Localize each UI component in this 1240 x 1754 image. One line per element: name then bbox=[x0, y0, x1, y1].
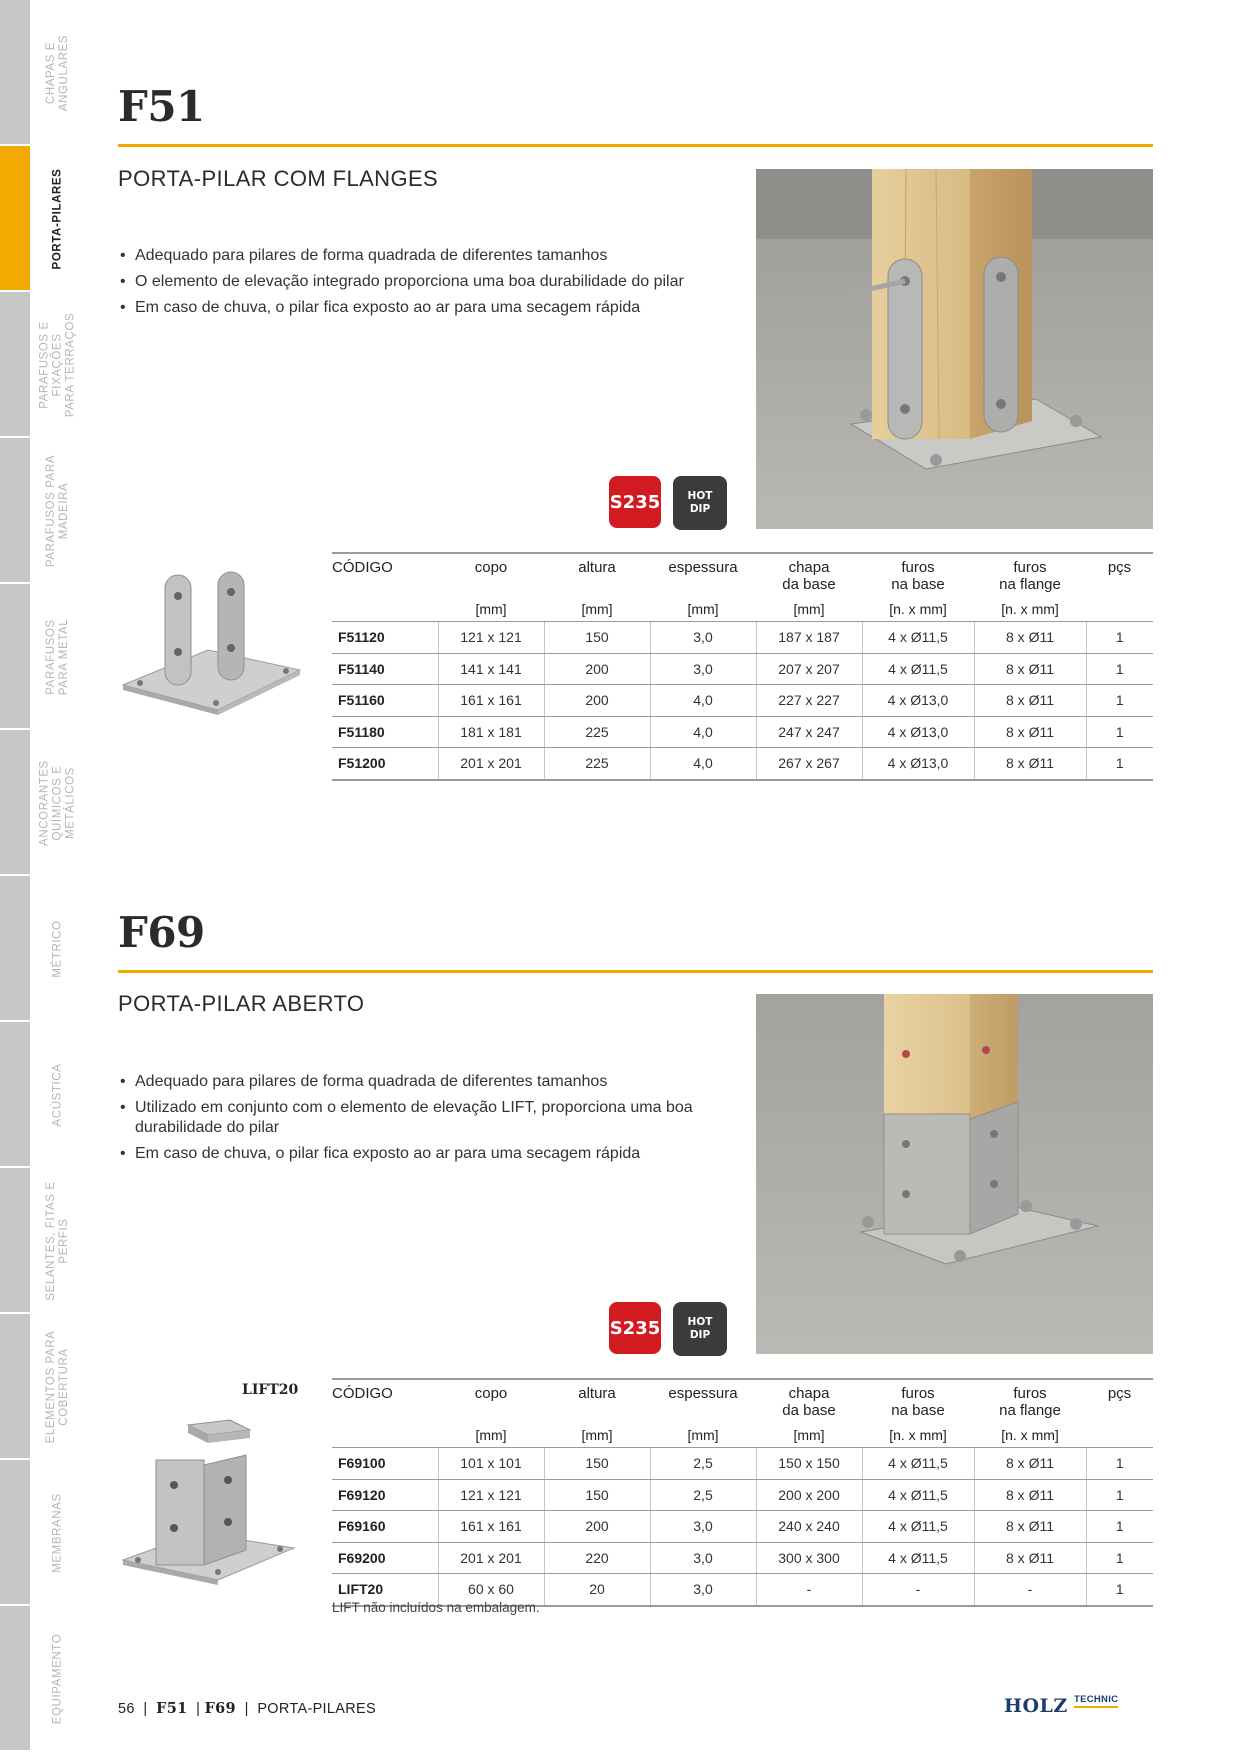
table-cell: 4 x Ø13,0 bbox=[862, 716, 974, 748]
hot-dip-line2: DIP bbox=[689, 503, 711, 515]
product-code-cell: F51200 bbox=[332, 748, 438, 780]
col-header-line: furos bbox=[1013, 1385, 1047, 1402]
tab-color-strip bbox=[0, 1314, 30, 1460]
brand-name: HOLZ bbox=[1004, 1695, 1068, 1717]
tab-color-strip bbox=[0, 292, 30, 438]
tab-color-strip bbox=[0, 1022, 30, 1168]
col-header-pieces: pçs bbox=[1086, 553, 1153, 593]
unit-cell bbox=[1086, 1419, 1153, 1448]
table-row bbox=[332, 622, 1153, 654]
product-subtitle: PORTA-PILAR ABERTO bbox=[118, 991, 365, 1016]
tab-separator bbox=[0, 1750, 30, 1752]
product-photo bbox=[756, 169, 1153, 529]
table-cell: 1 bbox=[1086, 1542, 1153, 1574]
hot-dip-line1: HOT bbox=[687, 1316, 713, 1328]
brand-logo bbox=[1004, 1694, 1119, 1717]
table-cell: 3,0 bbox=[650, 1574, 756, 1606]
table-cell: 300 x 300 bbox=[756, 1542, 862, 1574]
col-header-thickness: espessura bbox=[650, 1379, 756, 1419]
table-cell: 1 bbox=[1086, 1448, 1153, 1480]
unit-cell: [mm] bbox=[438, 1419, 544, 1448]
table-cell: 4 x Ø11,5 bbox=[862, 1542, 974, 1574]
tab-color-strip bbox=[0, 1606, 30, 1752]
table-cell: 1 bbox=[1086, 653, 1153, 685]
sidebar-tab[interactable] bbox=[0, 438, 87, 584]
table-row bbox=[332, 1479, 1153, 1511]
table-cell: 4,0 bbox=[650, 685, 756, 717]
unit-cell bbox=[332, 1419, 438, 1448]
product-code-cell: F69100 bbox=[332, 1448, 438, 1480]
product-drawing bbox=[118, 1410, 303, 1590]
col-header-line: chapa bbox=[788, 1385, 830, 1402]
col-header-line: furos bbox=[1013, 559, 1047, 576]
table-cell: 8 x Ø11 bbox=[974, 653, 1086, 685]
table-cell: 150 bbox=[544, 622, 650, 654]
unit-cell: [n. x mm] bbox=[974, 593, 1086, 622]
hot-dip-line2: DIP bbox=[689, 1329, 711, 1341]
hot-dip-line1: HOT bbox=[687, 490, 713, 502]
sidebar-tab-label: ELEMENTOS PARA COBERTURA bbox=[45, 1330, 70, 1444]
table-cell: 1 bbox=[1086, 622, 1153, 654]
sidebar-tab[interactable] bbox=[0, 730, 87, 876]
table-cell: 1 bbox=[1086, 1511, 1153, 1543]
table-cell: 8 x Ø11 bbox=[974, 748, 1086, 780]
sidebar-tab-label: MÉTRICO bbox=[51, 920, 64, 978]
f51-spec-table bbox=[332, 552, 1153, 781]
sidebar-tab[interactable] bbox=[0, 1314, 87, 1460]
table-cell: 150 bbox=[544, 1448, 650, 1480]
footer-section: PORTA-PILARES bbox=[257, 1701, 376, 1717]
table-cell: 201 x 201 bbox=[438, 748, 544, 780]
product-code-cell: F69120 bbox=[332, 1479, 438, 1511]
sidebar-tab-label: CHAPAS E ANGULARES bbox=[45, 34, 70, 112]
table-cell: 8 x Ø11 bbox=[974, 1448, 1086, 1480]
unit-cell: [mm] bbox=[544, 593, 650, 622]
table-cell: 181 x 181 bbox=[438, 716, 544, 748]
tab-color-strip bbox=[0, 1168, 30, 1314]
sidebar-tab[interactable] bbox=[0, 1022, 87, 1168]
col-header-flange-holes bbox=[974, 1379, 1086, 1419]
table-cell: 3,0 bbox=[650, 653, 756, 685]
f51-table-body bbox=[332, 622, 1153, 780]
sidebar-tab-label: PARAFUSOS E FIXAÇÕES PARA TERRAÇOS bbox=[38, 312, 77, 418]
table-cell: 1 bbox=[1086, 716, 1153, 748]
col-header-line: na base bbox=[891, 576, 945, 593]
table-cell: 161 x 161 bbox=[438, 1511, 544, 1543]
f69-table-body bbox=[332, 1448, 1153, 1606]
unit-cell bbox=[1086, 593, 1153, 622]
hot-dip-badge bbox=[673, 476, 727, 530]
table-cell: 4 x Ø11,5 bbox=[862, 653, 974, 685]
col-header-line: furos bbox=[901, 1385, 935, 1402]
table-row bbox=[332, 653, 1153, 685]
unit-cell: [mm] bbox=[756, 1419, 862, 1448]
table-cell: 267 x 267 bbox=[756, 748, 862, 780]
product-code-title: F51 bbox=[118, 82, 205, 131]
table-cell: 161 x 161 bbox=[438, 685, 544, 717]
table-cell: 8 x Ø11 bbox=[974, 1542, 1086, 1574]
sidebar-tab-label: ACÚSTICA bbox=[51, 1063, 64, 1127]
table-row bbox=[332, 716, 1153, 748]
table-cell: 225 bbox=[544, 716, 650, 748]
sidebar-tab-label: MEMBRANAS bbox=[51, 1492, 64, 1573]
col-header-line: da base bbox=[782, 576, 836, 593]
table-cell: 121 x 121 bbox=[438, 1479, 544, 1511]
sidebar-tab-label: EQUIPAMENTO bbox=[51, 1633, 64, 1724]
table-cell: 4 x Ø11,5 bbox=[862, 622, 974, 654]
product-code-cell: F69160 bbox=[332, 1511, 438, 1543]
table-cell: - bbox=[756, 1574, 862, 1606]
feature-item: • Utilizado em conjunto com o elemento de elevação LIFT, proporciona uma boa durabilidade do pilar bbox=[118, 1098, 728, 1138]
table-cell: 225 bbox=[544, 748, 650, 780]
table-cell: 201 x 201 bbox=[438, 1542, 544, 1574]
sidebar-tab[interactable] bbox=[0, 1168, 87, 1314]
table-cell: 1 bbox=[1086, 1574, 1153, 1606]
table-cell: 3,0 bbox=[650, 1542, 756, 1574]
table-cell: 2,5 bbox=[650, 1479, 756, 1511]
product-code-cell: F69200 bbox=[332, 1542, 438, 1574]
brand-subname: TECHNIC bbox=[1074, 1694, 1118, 1708]
tab-color-strip bbox=[0, 1460, 30, 1606]
table-cell: 187 x 187 bbox=[756, 622, 862, 654]
table-cell: 8 x Ø11 bbox=[974, 685, 1086, 717]
steel-grade-badge: S235 bbox=[609, 476, 661, 528]
table-cell: 247 x 247 bbox=[756, 716, 862, 748]
col-header-line: na flange bbox=[999, 1402, 1061, 1419]
product-code-cell: F51160 bbox=[332, 685, 438, 717]
feature-item: • Adequado para pilares de forma quadrada de diferentes tamanhos bbox=[118, 246, 728, 266]
sidebar-tab[interactable] bbox=[0, 0, 87, 146]
table-cell: 200 bbox=[544, 1511, 650, 1543]
table-cell: 3,0 bbox=[650, 622, 756, 654]
table-cell: 207 x 207 bbox=[756, 653, 862, 685]
col-header-code: CÓDIGO bbox=[332, 553, 438, 593]
table-cell: 4 x Ø13,0 bbox=[862, 685, 974, 717]
table-cell: 4 x Ø11,5 bbox=[862, 1479, 974, 1511]
col-header-cup: copo bbox=[438, 1379, 544, 1419]
unit-cell: [n. x mm] bbox=[862, 1419, 974, 1448]
sidebar-tab[interactable] bbox=[0, 584, 87, 730]
table-cell: 4,0 bbox=[650, 716, 756, 748]
unit-cell: [mm] bbox=[756, 593, 862, 622]
table-cell: 240 x 240 bbox=[756, 1511, 862, 1543]
col-header-base-plate bbox=[756, 1379, 862, 1419]
table-cell: 1 bbox=[1086, 685, 1153, 717]
sidebar-tab[interactable] bbox=[0, 876, 87, 1022]
tab-color-strip bbox=[0, 146, 30, 292]
col-header-base-holes bbox=[862, 553, 974, 593]
col-header-base-plate bbox=[756, 553, 862, 593]
col-header-base-holes bbox=[862, 1379, 974, 1419]
feature-item: • Em caso de chuva, o pilar fica exposto ao ar para uma secagem rápida bbox=[118, 1144, 728, 1164]
table-row bbox=[332, 1448, 1153, 1480]
tab-color-strip bbox=[0, 438, 30, 584]
col-header-code: CÓDIGO bbox=[332, 1379, 438, 1419]
table-cell: 8 x Ø11 bbox=[974, 622, 1086, 654]
table-cell: 8 x Ø11 bbox=[974, 1511, 1086, 1543]
product-subtitle: PORTA-PILAR COM FLANGES bbox=[118, 166, 439, 191]
tab-color-strip bbox=[0, 0, 30, 146]
col-header-line: chapa bbox=[788, 559, 830, 576]
product-drawing bbox=[118, 570, 303, 720]
f69-spec-table bbox=[332, 1378, 1153, 1607]
unit-cell bbox=[332, 593, 438, 622]
col-header-line: furos bbox=[901, 559, 935, 576]
table-cell: 8 x Ø11 bbox=[974, 716, 1086, 748]
table-cell: 3,0 bbox=[650, 1511, 756, 1543]
table-cell: 4 x Ø13,0 bbox=[862, 748, 974, 780]
table-cell: - bbox=[862, 1574, 974, 1606]
col-header-line: na flange bbox=[999, 576, 1061, 593]
table-cell: 200 x 200 bbox=[756, 1479, 862, 1511]
table-cell: 2,5 bbox=[650, 1448, 756, 1480]
table-cell: 141 x 141 bbox=[438, 653, 544, 685]
feature-item: • Adequado para pilares de forma quadrada de diferentes tamanhos bbox=[118, 1072, 728, 1092]
table-cell: 220 bbox=[544, 1542, 650, 1574]
feature-item: • O elemento de elevação integrado proporciona uma boa durabilidade do pilar bbox=[118, 272, 728, 292]
col-header-line: da base bbox=[782, 1402, 836, 1419]
col-header-height: altura bbox=[544, 1379, 650, 1419]
table-cell: 200 bbox=[544, 653, 650, 685]
product-code-cell: LIFT20 bbox=[332, 1574, 438, 1606]
table-cell: 150 bbox=[544, 1479, 650, 1511]
side-navigation bbox=[0, 0, 87, 1754]
unit-cell: [mm] bbox=[544, 1419, 650, 1448]
table-cell: 200 bbox=[544, 685, 650, 717]
product-photo bbox=[756, 994, 1153, 1354]
footer-code: F69 bbox=[204, 1700, 236, 1717]
sidebar-tab-label: SELANTES, FITAS E PERFIS bbox=[45, 1181, 70, 1301]
packaging-note: LIFT não incluídos na embalagem. bbox=[332, 1600, 540, 1615]
page-footer: 56 | F51 | F69 | PORTA-PILARES bbox=[118, 1700, 376, 1717]
table-cell: 227 x 227 bbox=[756, 685, 862, 717]
table-cell: 60 x 60 bbox=[438, 1574, 544, 1606]
sidebar-tab[interactable] bbox=[0, 1460, 87, 1606]
sidebar-tab-label: PARAFUSOS PARA METAL bbox=[45, 618, 70, 696]
steel-grade-badge: S235 bbox=[609, 1302, 661, 1354]
sidebar-tab-label: PORTA-PILARES bbox=[51, 168, 64, 270]
feature-list bbox=[118, 1072, 728, 1170]
unit-cell: [mm] bbox=[650, 1419, 756, 1448]
table-row bbox=[332, 748, 1153, 780]
section-divider bbox=[118, 970, 1153, 973]
sidebar-tab[interactable] bbox=[0, 292, 87, 438]
table-cell: 4 x Ø11,5 bbox=[862, 1511, 974, 1543]
col-header-pieces: pçs bbox=[1086, 1379, 1153, 1419]
table-cell: 1 bbox=[1086, 748, 1153, 780]
product-code-title: F69 bbox=[118, 908, 205, 957]
table-cell: 4 x Ø11,5 bbox=[862, 1448, 974, 1480]
col-header-thickness: espessura bbox=[650, 553, 756, 593]
sidebar-tab[interactable] bbox=[0, 146, 87, 292]
table-cell: 121 x 121 bbox=[438, 622, 544, 654]
section-divider bbox=[118, 144, 1153, 147]
col-header-flange-holes bbox=[974, 553, 1086, 593]
product-code-cell: F51180 bbox=[332, 716, 438, 748]
table-row bbox=[332, 1511, 1153, 1543]
table-row bbox=[332, 1542, 1153, 1574]
tab-color-strip bbox=[0, 876, 30, 1022]
tab-color-strip bbox=[0, 584, 30, 730]
sidebar-tab-label: ANCORANTES QUÍMICOS E METÁLICOS bbox=[38, 759, 77, 846]
footer-code: F51 bbox=[156, 1700, 188, 1717]
table-cell: 4,0 bbox=[650, 748, 756, 780]
table-cell: 101 x 101 bbox=[438, 1448, 544, 1480]
col-header-cup: copo bbox=[438, 553, 544, 593]
sidebar-tab-label: PARAFUSOS PARA MADEIRA bbox=[45, 454, 70, 567]
tab-color-strip bbox=[0, 730, 30, 876]
feature-list bbox=[118, 246, 728, 324]
unit-cell: [n. x mm] bbox=[862, 593, 974, 622]
col-header-height: altura bbox=[544, 553, 650, 593]
page-number: 56 bbox=[118, 1701, 135, 1717]
table-cell: 150 x 150 bbox=[756, 1448, 862, 1480]
unit-cell: [n. x mm] bbox=[974, 1419, 1086, 1448]
product-code-cell: F51140 bbox=[332, 653, 438, 685]
table-cell: 8 x Ø11 bbox=[974, 1479, 1086, 1511]
feature-item: • Em caso de chuva, o pilar fica exposto ao ar para uma secagem rápida bbox=[118, 298, 728, 318]
unit-cell: [mm] bbox=[650, 593, 756, 622]
table-cell: - bbox=[974, 1574, 1086, 1606]
unit-cell: [mm] bbox=[438, 593, 544, 622]
table-row bbox=[332, 685, 1153, 717]
hot-dip-badge bbox=[673, 1302, 727, 1356]
col-header-line: na base bbox=[891, 1402, 945, 1419]
table-cell: 20 bbox=[544, 1574, 650, 1606]
table-cell: 1 bbox=[1086, 1479, 1153, 1511]
lift-label: LIFT20 bbox=[242, 1382, 299, 1398]
sidebar-tab[interactable] bbox=[0, 1606, 87, 1752]
product-code-cell: F51120 bbox=[332, 622, 438, 654]
